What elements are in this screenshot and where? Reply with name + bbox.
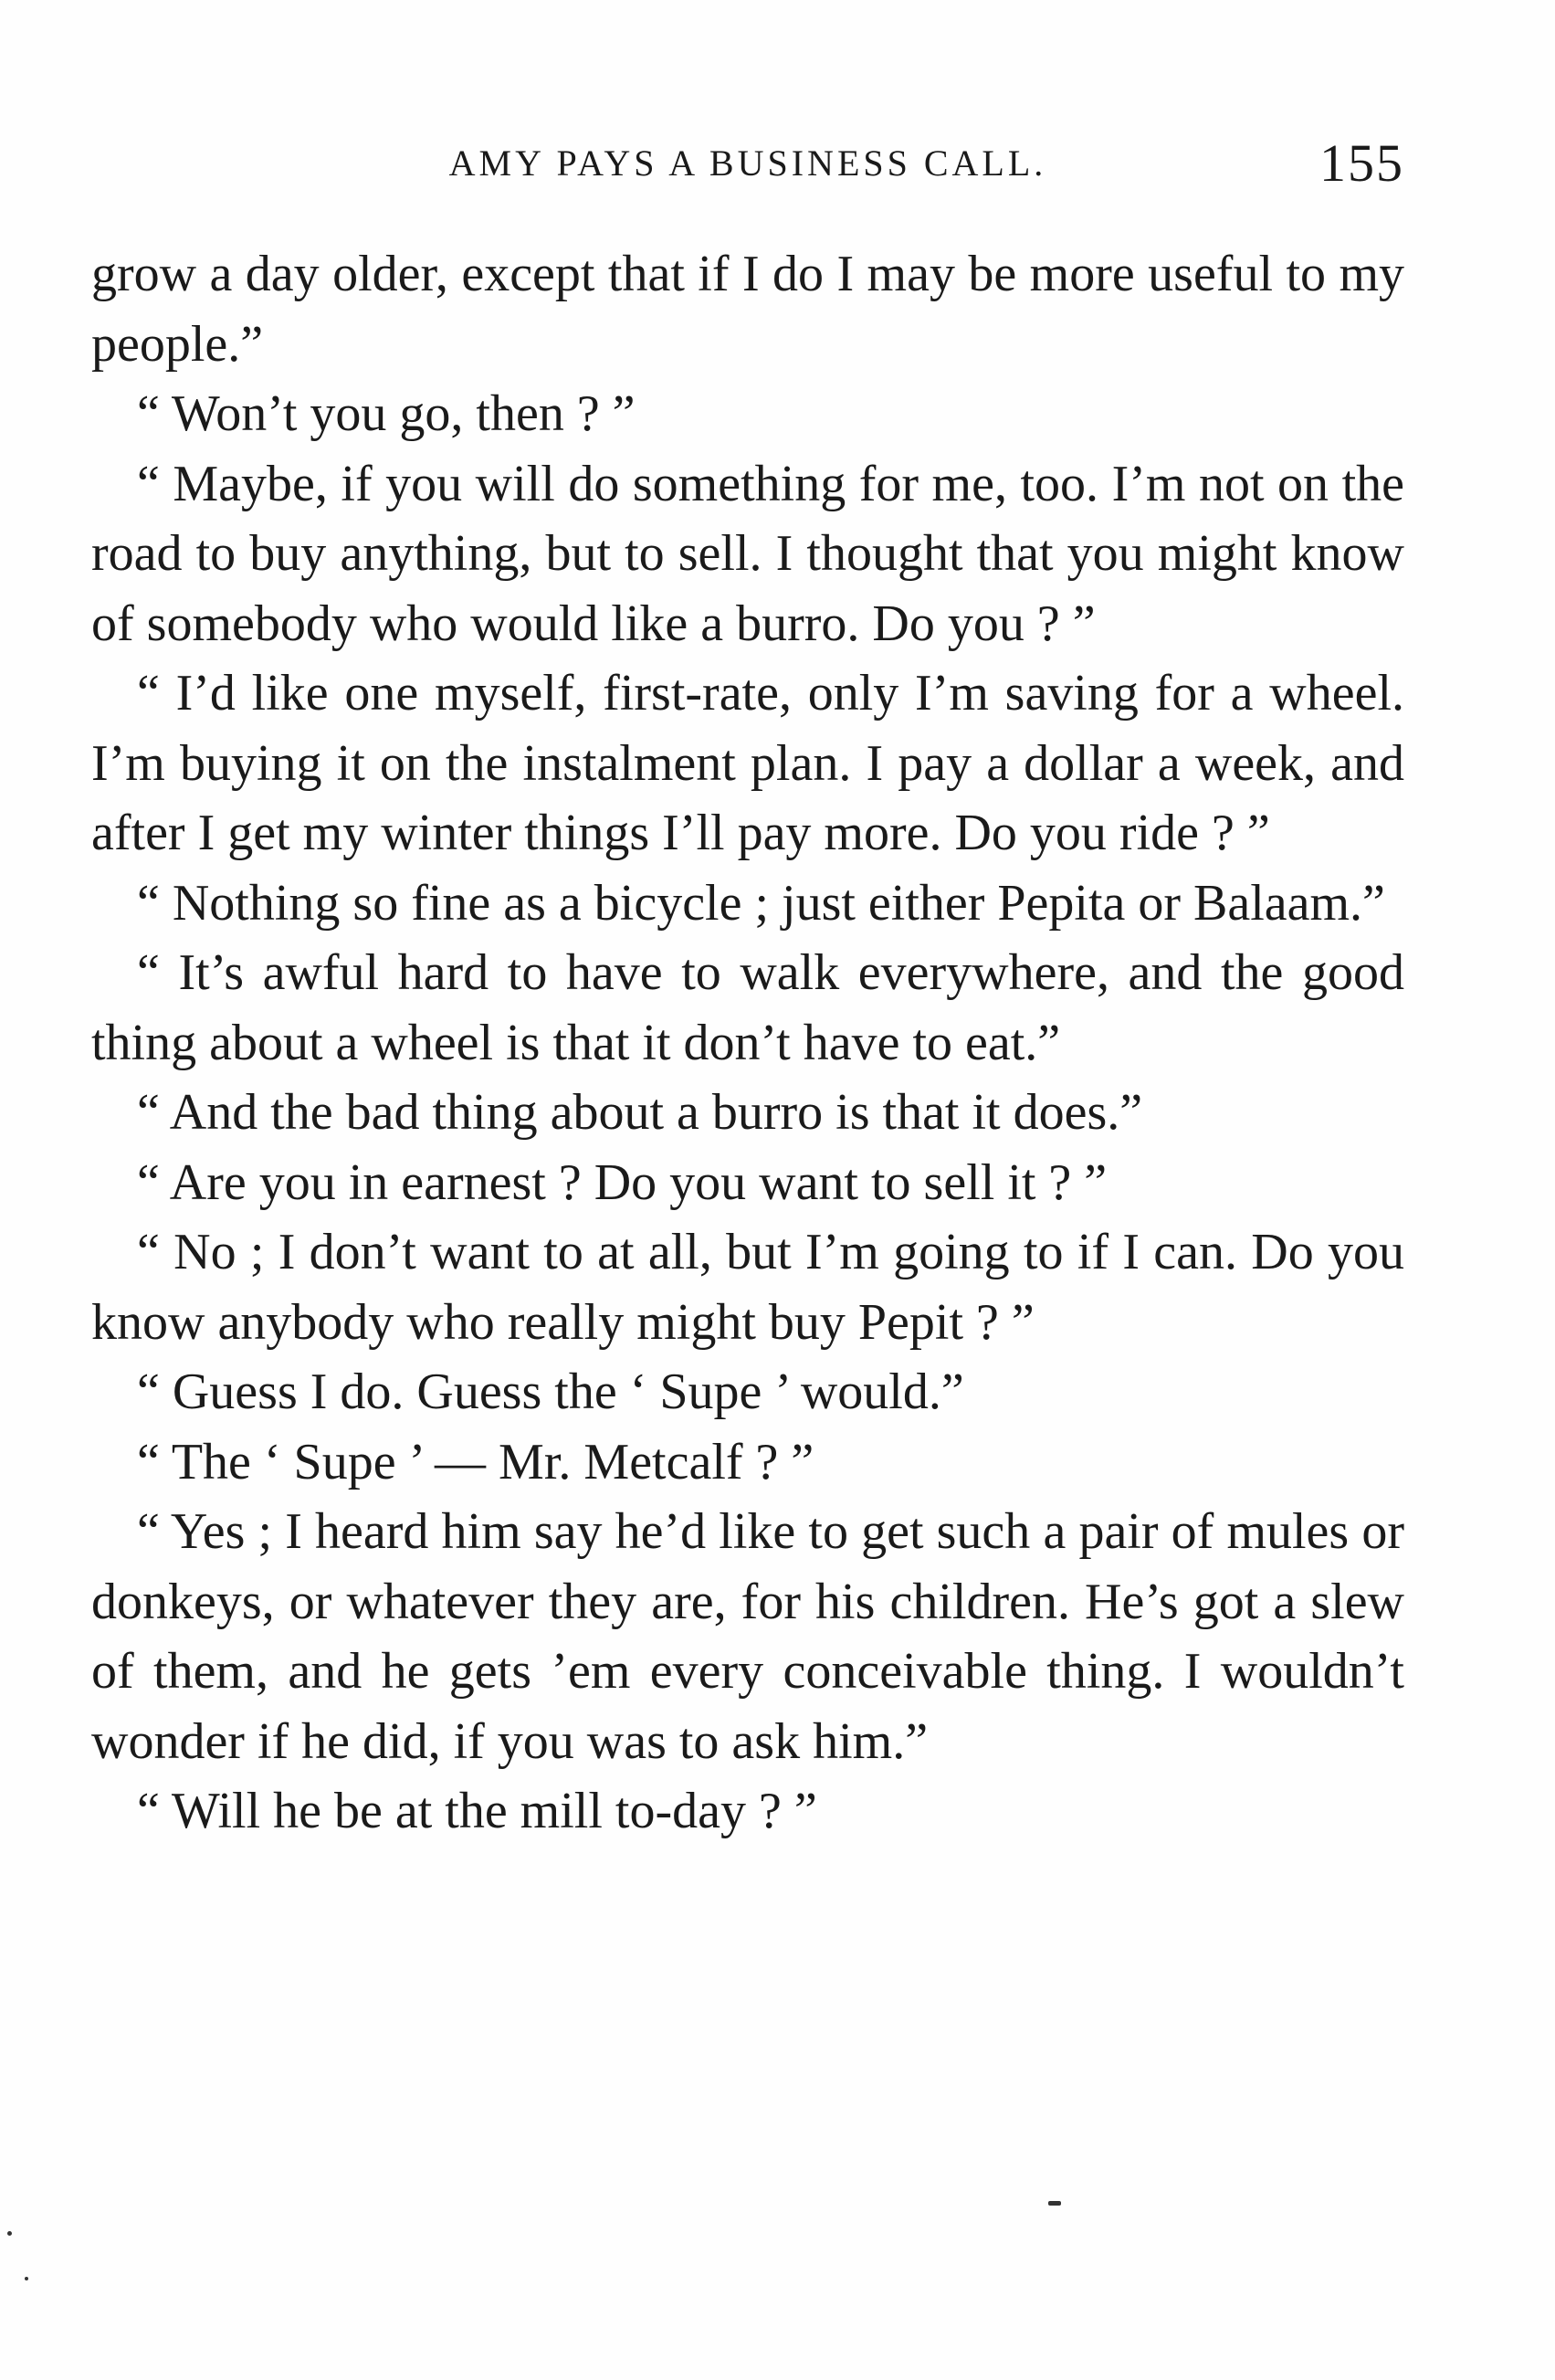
scan-speck — [25, 2277, 28, 2280]
page-number: 155 — [1319, 133, 1404, 193]
body-text — [91, 239, 1404, 1847]
scan-speck — [1048, 2201, 1061, 2206]
scan-speck — [7, 2231, 12, 2236]
running-header — [91, 132, 1404, 196]
paragraph: “ No ; I don’t want to at all, but I’m going to if I can. Do you know anybody who really might buy Pepit ? ” — [91, 1224, 1404, 1351]
paragraph: “ Are you in earnest ? Do you want to sell it ? ” — [137, 1153, 1108, 1211]
paragraph: “ Guess I do. Guess the ‘ Supe ’ would.” — [137, 1364, 964, 1420]
paragraph: “ I’d like one myself, first-rate, only I’m saving for a wheel. I’m buying it on the instalment plan. I pay a dollar a week, and after I get my winter things I’ll pay more. Do you ride ? ” — [91, 665, 1404, 861]
paragraph: “ Yes ; I heard him say he’d like to get such a pair of mules or donkeys, or whatever they are, for his children. He’s got a slew of them, and he gets ’em every conceivable thing. I wouldn’t wonder if he did, if you was to ask him.” — [91, 1503, 1404, 1770]
paragraph: “ The ‘ Supe ’ — Mr. Metcalf ? ” — [137, 1433, 814, 1490]
paragraph: “ Nothing so fine as a bicycle ; just either Pepita or Balaam.” — [137, 874, 1385, 932]
paragraph: grow a day older, except that if I do I may be more useful to my people.” — [91, 246, 1404, 373]
paragraph: “ It’s awful hard to have to walk everywhere, and the good thing about a wheel is that it don’t have to eat.” — [91, 944, 1404, 1071]
paragraph: “ Won’t you go, then ? ” — [137, 385, 636, 442]
paragraph: “ Maybe, if you will do something for me, too. I’m not on the road to buy anything, but to sell. I thought that you might know of somebody who would like a burro. Do you ? ” — [91, 455, 1404, 652]
running-title: AMY PAYS A BUSINESS CALL. — [448, 142, 1047, 184]
paragraph: “ Will he be at the mill to-day ? ” — [137, 1783, 817, 1839]
paragraph: “ And the bad thing about a burro is that it does.” — [137, 1084, 1143, 1141]
